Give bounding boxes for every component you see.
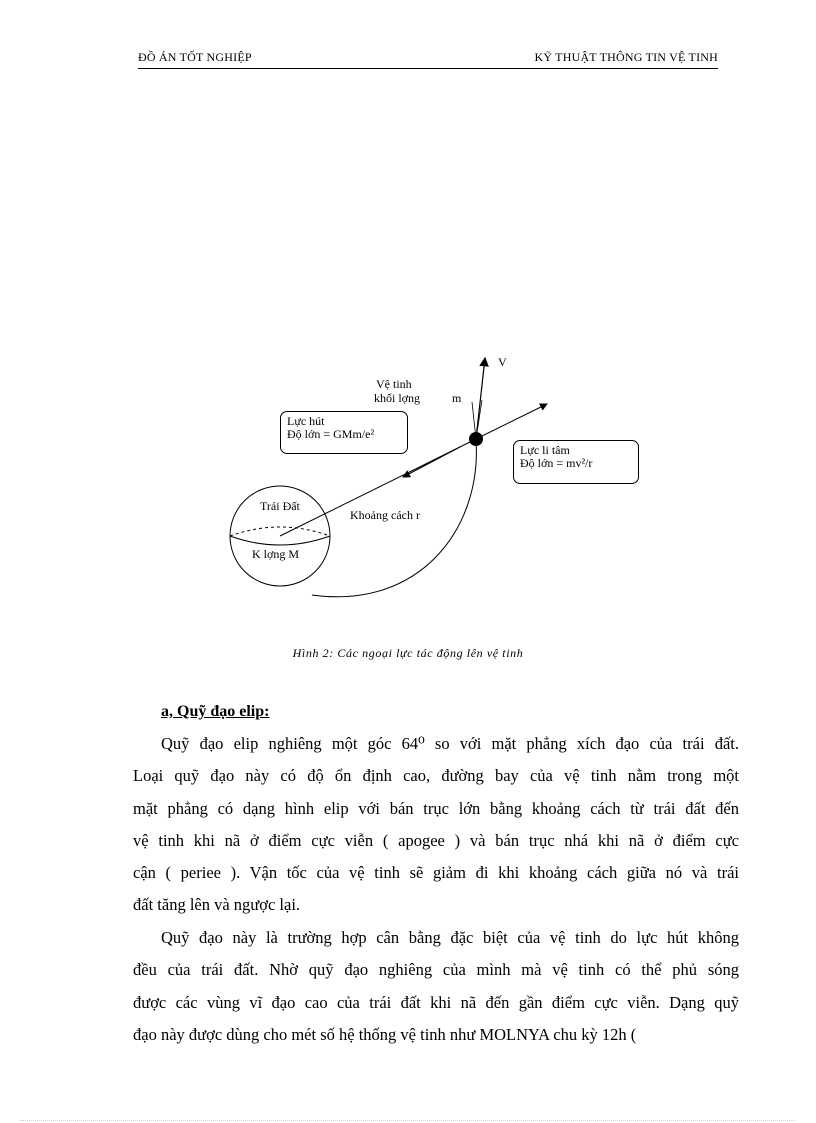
- paragraph-line: vệ tinh khi nã ở điểm cực viễn ( apogee ) và bán trục nhá khi nã ở điểm cực: [133, 830, 739, 850]
- attraction-arrow: [403, 447, 460, 477]
- paragraph-line: đều của trái đất. Nhờ quỹ đạo nghiêng của mình mà vệ tinh có thể phủ sóng: [133, 960, 739, 980]
- paragraph-line: Quỹ đạo này là trường hợp cân bằng đặc biệt của vệ tinh do lực hút không: [161, 928, 739, 947]
- paragraph-line: đất tăng lên và ngược lại.: [133, 895, 301, 915]
- velocity-arrow: [476, 358, 485, 439]
- centrifugal-formula: Độ lớn = mv²/r: [520, 456, 593, 470]
- satellite-label-line1: Vệ tinh: [376, 377, 412, 391]
- paragraph-line: cận ( periee ). Vận tốc của vệ tinh sẽ giảm đi khi khoảng cách giữa nó và trái: [133, 863, 739, 883]
- attraction-formula: Độ lớn = GMm/e²: [287, 427, 375, 441]
- centrifugal-force-box: [513, 440, 639, 484]
- paragraph-line: Quỹ đạo elip nghiêng một góc 64⁰ so với mặt phẳng xích đạo của trái đất.: [161, 734, 739, 753]
- earth-label: Trái Đất: [260, 499, 300, 513]
- satellite-label-line2: khối lợng: [374, 391, 421, 405]
- header-left-title: ĐỒ ÁN TỐT NGHIỆP: [138, 50, 252, 64]
- footer-divider: [20, 1120, 796, 1121]
- satellite-mass-label: m: [452, 391, 462, 405]
- header-right-title: KỸ THUẬT THÔNG TIN VỆ TINH: [534, 50, 718, 64]
- paragraph-line: đạo này được dùng cho mét số hệ thống vệ tinh như MOLNYA chu kỳ 12h (: [133, 1024, 637, 1044]
- paragraph-line: mặt phẳng có dạng hình elip với bán trục lớn bằng khoảng cách từ trái đất đến: [133, 798, 739, 818]
- earth-equator-front: [230, 536, 330, 545]
- centrifugal-title: Lực li tâm: [520, 443, 570, 457]
- attraction-title: Lực hút: [287, 414, 325, 428]
- satellite-dot: [469, 432, 483, 446]
- earth-mass-label: K lợng M: [252, 547, 300, 561]
- velocity-label: V: [498, 355, 507, 369]
- section-title: a, Quỹ đạo elip:: [161, 703, 270, 720]
- distance-label: Khoảng cách r: [350, 508, 420, 522]
- earth-equator-back: [230, 527, 330, 536]
- paragraph-line: Loại quỹ đạo này có độ ổn định cao, đường bay của vệ tinh nằm trong một: [133, 766, 739, 786]
- orbital-forces-figure: [220, 348, 650, 608]
- centrifugal-arrow: [476, 404, 547, 439]
- paragraph-line: được các vùng vĩ đạo cao của trái đất khi nã đến gần điểm cực viễn. Dạng quỹ: [133, 992, 739, 1012]
- page-header: [138, 48, 718, 69]
- paragraph-1: [133, 728, 739, 922]
- paragraph-2: [133, 922, 739, 1051]
- attraction-force-box: [280, 411, 408, 454]
- figure-caption: Hình 2: Các ngoại lực tác động lên vệ tinh: [292, 646, 524, 660]
